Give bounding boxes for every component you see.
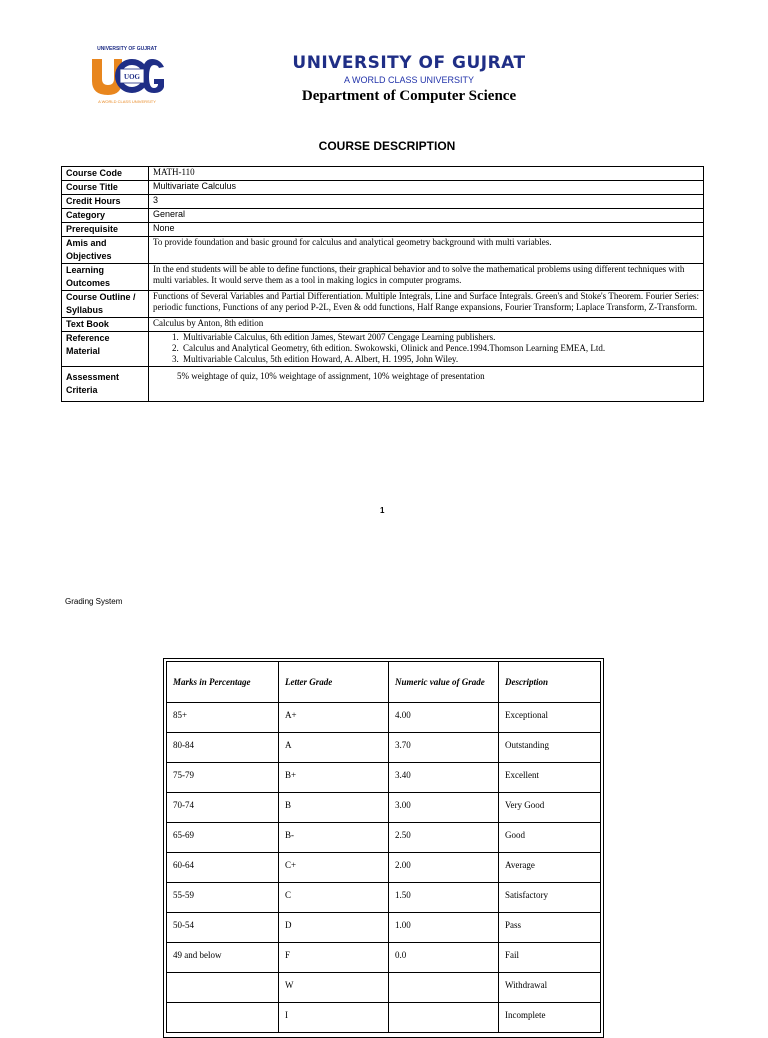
prerequisite-value: None [149,223,704,237]
table-cell: 80-84 [167,733,279,763]
table-row [167,733,601,763]
learning-outcomes-value: In the end students will be able to define functions, their graphical behavior and to solve the mathematical problems using different techniques with multi variables. It would serve them as a tool in making logics in computer programs. [149,264,704,291]
table-row [167,793,601,823]
department-name: Department of Computer Science [301,88,517,104]
table-cell: 4.00 [389,703,499,733]
table-cell: 65-69 [167,823,279,853]
table-cell [389,973,499,1003]
university-name: UNIVERSITY OF GUJRAT [292,53,526,73]
table-cell: 50-54 [167,913,279,943]
table-cell: 49 and below [167,943,279,973]
table-cell [389,1003,499,1033]
course-outline-value: Functions of Several Variables and Partial Differentiation. Multiple Integrals, Line and Surface Integrals. Green's and Stoke's Theorem. Fourier Series: periodic functions, Functions of any period P-2L, Even & odd functions, Half Range expansions, Fourier Transform; Laplace Transform, Z-Transform. [149,291,704,318]
table-cell: 55-59 [167,883,279,913]
table-cell: C+ [279,853,389,883]
column-header: Description [499,662,601,703]
grading-table-frame [163,658,604,1038]
table-cell: 75-79 [167,763,279,793]
row-label: Text Book [62,318,149,332]
course-description-table [61,166,704,402]
table-cell: F [279,943,389,973]
table-cell: 60-64 [167,853,279,883]
table-cell: Average [499,853,601,883]
table-cell: Good [499,823,601,853]
table-cell: Withdrawal [499,973,601,1003]
table-row [62,291,704,318]
list-item: 1. Multivariable Calculus, 6th edition James, Stewart 2007 Cengage Learning publishers. [181,332,699,343]
column-header: Letter Grade [279,662,389,703]
table-cell: A+ [279,703,389,733]
table-cell: Fail [499,943,601,973]
course-code-value: MATH-110 [149,167,704,181]
table-cell: I [279,1003,389,1033]
assessment-value: 5% weightage of quiz, 10% weightage of assignment, 10% weightage of presentation [149,367,704,402]
grading-table [166,661,601,1033]
table-cell [167,973,279,1003]
course-title-value: Multivariate Calculus [149,181,704,195]
table-row [62,223,704,237]
row-label: Assessment Criteria [62,367,149,402]
table-cell: Exceptional [499,703,601,733]
table-cell: A [279,733,389,763]
table-row [62,332,704,367]
table-row [167,943,601,973]
row-label: Learning Outcomes [62,264,149,291]
table-row [62,195,704,209]
table-cell: W [279,973,389,1003]
row-label: Course Code [62,167,149,181]
table-row [167,703,601,733]
table-cell: 70-74 [167,793,279,823]
row-label: Credit Hours [62,195,149,209]
table-cell: 1.00 [389,913,499,943]
page-number: 1 [380,506,385,515]
aims-value: To provide foundation and basic ground for calculus and analytical geometry background with multi variables. [149,237,704,264]
table-cell: 2.00 [389,853,499,883]
table-cell: B- [279,823,389,853]
table-row [167,823,601,853]
reference-material-value [149,332,704,367]
logo-bottom-text: A WORLD CLASS UNIVERSITY [98,99,156,104]
column-header: Numeric value of Grade [389,662,499,703]
table-row [167,853,601,883]
table-row [167,1003,601,1033]
table-row [167,883,601,913]
table-row [167,973,601,1003]
table-cell: 3.70 [389,733,499,763]
list-item: 3. Multivariable Calculus, 5th edition Howard, A. Albert, H. 1995, John Wiley. [181,354,699,365]
row-label: Course Outline / Syllabus [62,291,149,318]
table-cell: D [279,913,389,943]
university-tagline: A WORLD CLASS UNIVERSITY [343,75,475,85]
table-cell: Outstanding [499,733,601,763]
category-value: General [149,209,704,223]
table-cell: Satisfactory [499,883,601,913]
table-cell: B [279,793,389,823]
svg-text:UOG: UOG [124,73,140,81]
logo-top-text: UNIVERSITY OF GUJRAT [97,46,157,52]
row-label: Prerequisite [62,223,149,237]
table-cell: Very Good [499,793,601,823]
row-label: Course Title [62,181,149,195]
row-label: Reference Material [62,332,149,367]
table-cell: C [279,883,389,913]
table-row [62,237,704,264]
table-row [167,763,601,793]
table-cell: B+ [279,763,389,793]
table-row [62,167,704,181]
table-cell: 2.50 [389,823,499,853]
row-label: Category [62,209,149,223]
table-cell: 0.0 [389,943,499,973]
column-header: Marks in Percentage [167,662,279,703]
list-item: 2. Calculus and Analytical Geometry, 6th edition. Swokowski, Olinick and Pence.1994.Thomson Learning EMEA, Ltd. [181,343,699,354]
table-cell: 3.00 [389,793,499,823]
table-cell: Pass [499,913,601,943]
table-cell: 85+ [167,703,279,733]
table-row [62,318,704,332]
table-cell [167,1003,279,1033]
table-cell: Excellent [499,763,601,793]
reference-list [153,332,699,365]
grading-system-title: Grading System [65,597,123,606]
table-row [62,264,704,291]
table-cell: 3.40 [389,763,499,793]
table-row [62,367,704,402]
table-row [167,913,601,943]
table-header-row [167,662,601,703]
table-cell: Incomplete [499,1003,601,1033]
table-cell: 1.50 [389,883,499,913]
section-title: COURSE DESCRIPTION [318,139,456,153]
table-row [62,209,704,223]
table-row [62,181,704,195]
row-label: Amis and Objectives [62,237,149,264]
text-book-value: Calculus by Anton, 8th edition [149,318,704,332]
credit-hours-value: 3 [149,195,704,209]
